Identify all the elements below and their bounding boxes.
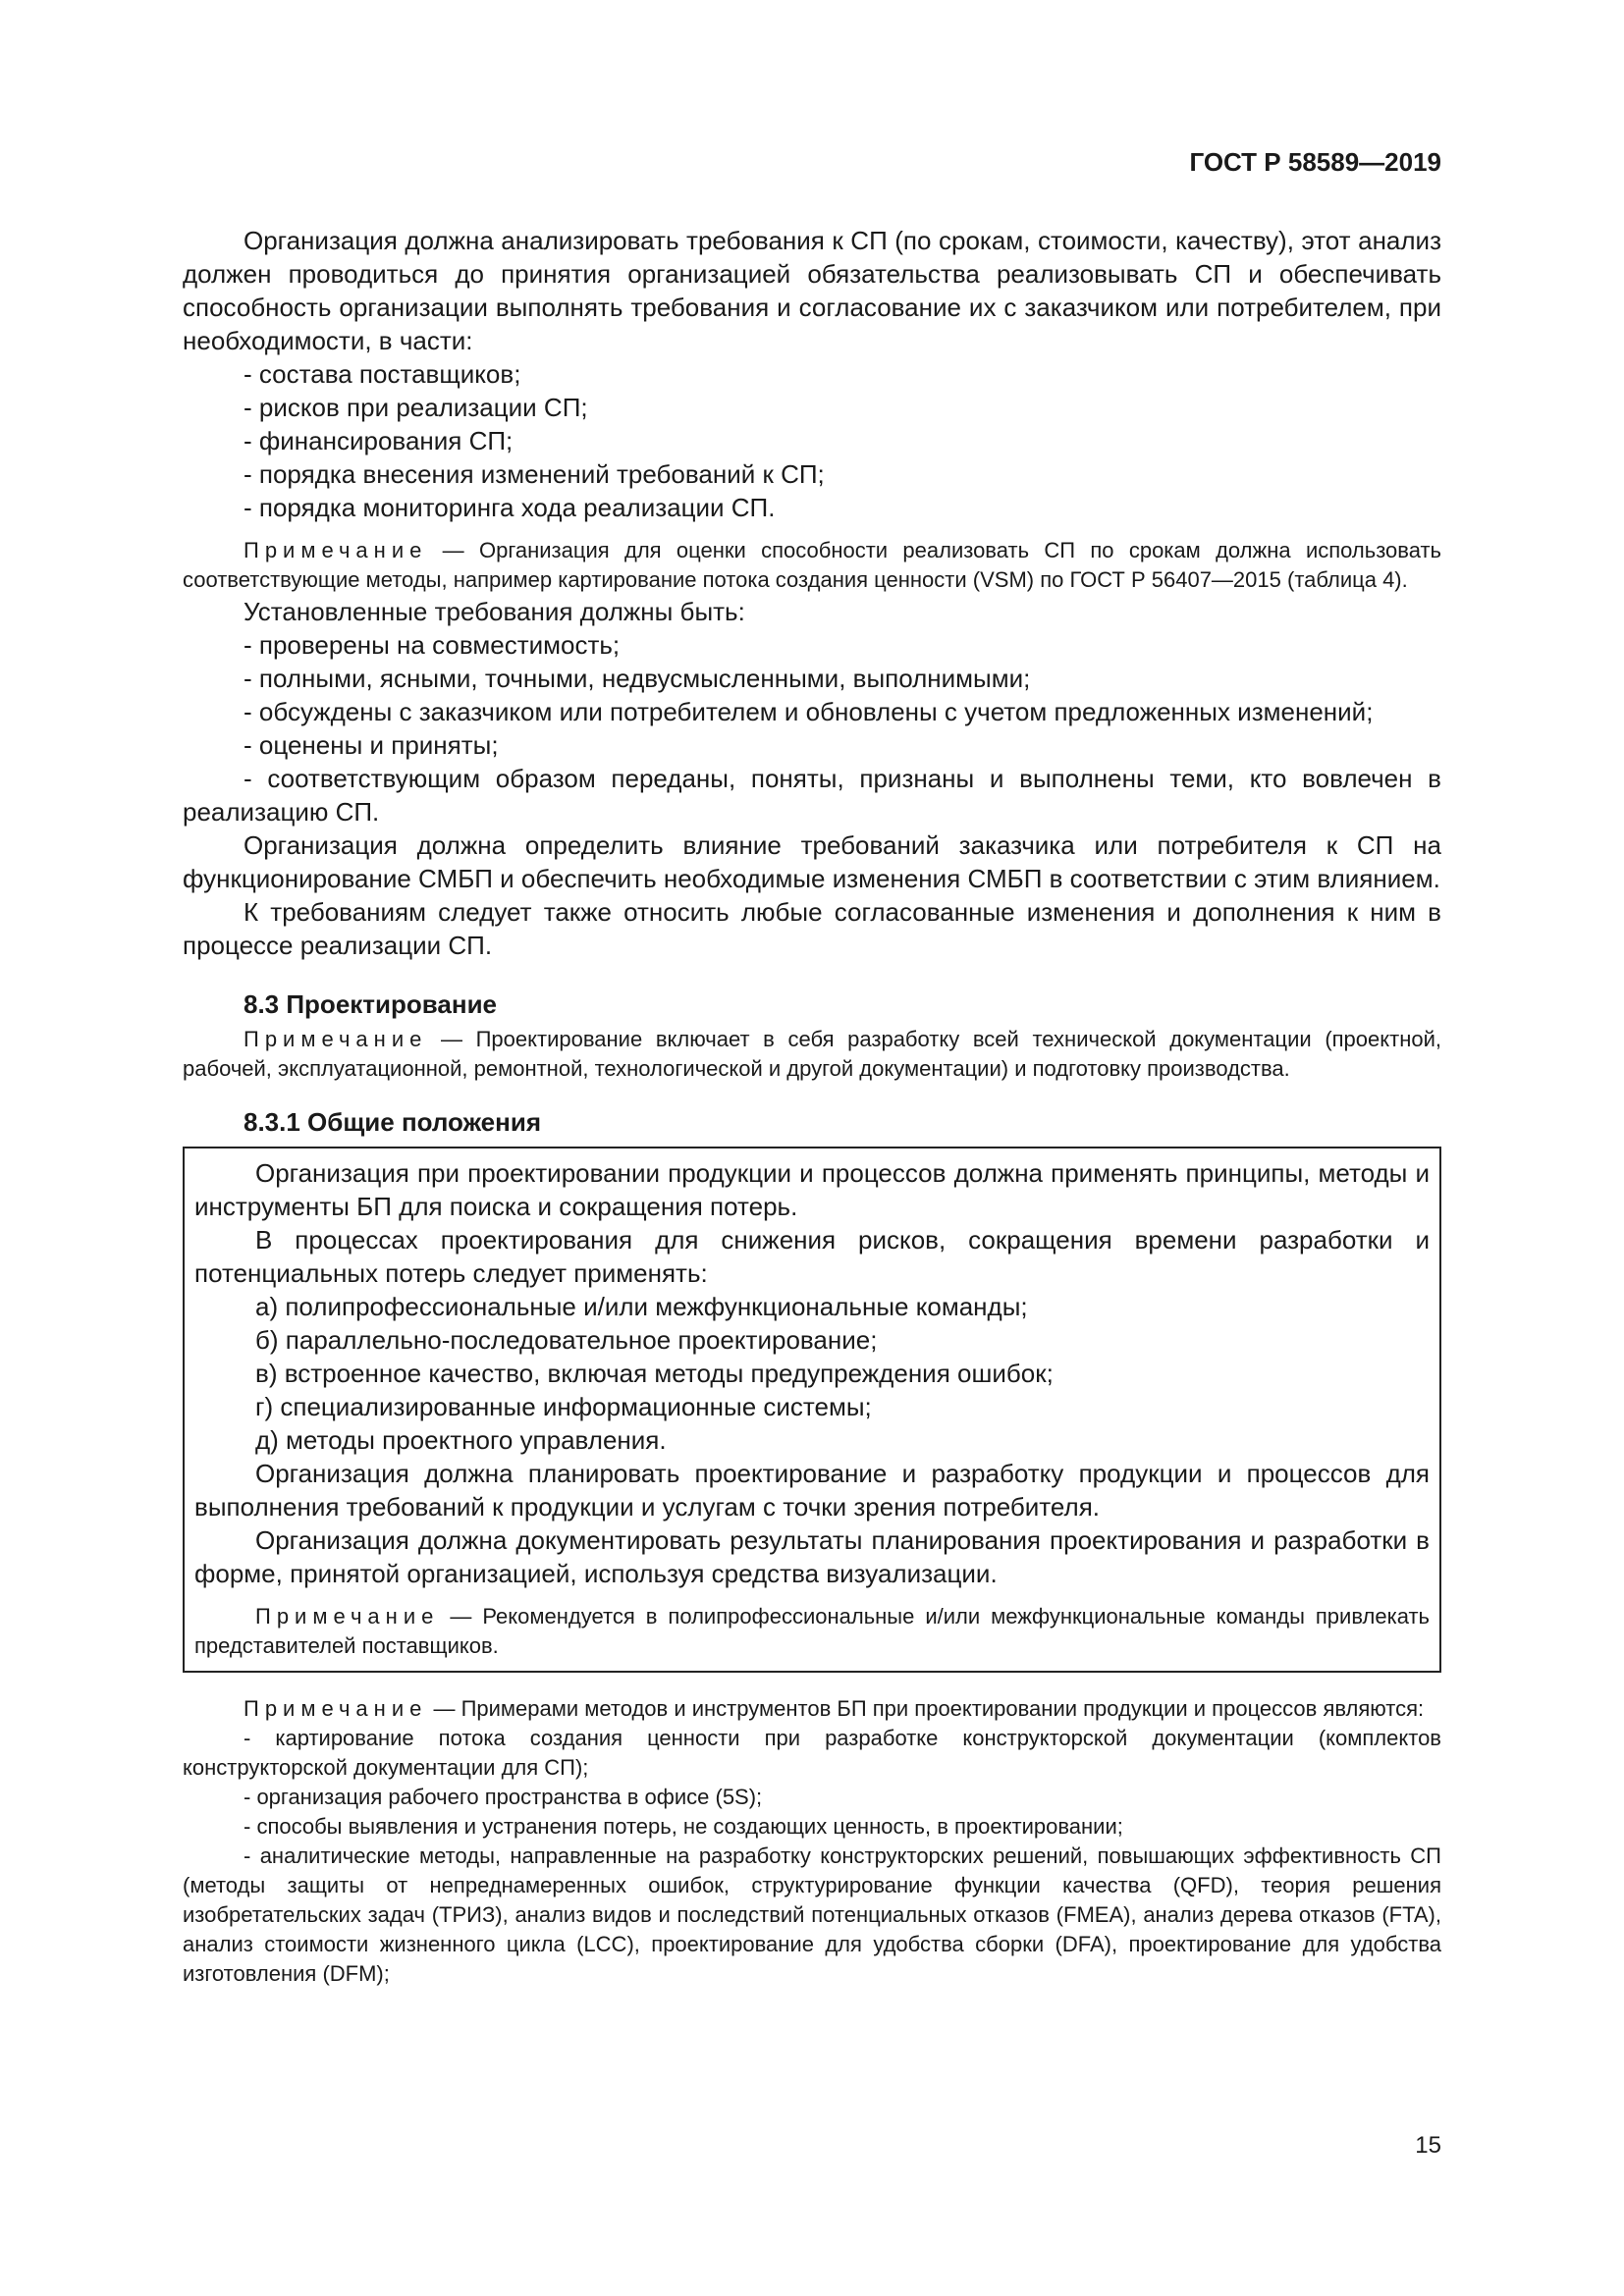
list-item: г) специализированные информационные системы; — [255, 1392, 872, 1421]
list-item: а) полипрофессиональные и/или межфункциональные команды; — [255, 1292, 1028, 1321]
note-label: Примечание — [244, 538, 428, 562]
note-label: Примечание — [244, 1027, 428, 1051]
note — [183, 536, 1441, 595]
body-paragraph: Организация должна определить влияние требований заказчика или потребителя к СП на функционирование СМБП и обеспечить необходимые изменения СМБП в соответствии с этим влиянием. — [183, 830, 1441, 893]
list-item: - аналитические методы, направленные на разработку конструкторских решений, повышающих эффективность СП (методы защиты от непреднамеренных ошибок, структурирование функции качества (QFD), теория решения изобретательских задач (ТРИЗ), анализ видов и последствий потенциальных отказов (FMEA), анализ дерева отказов (FTA), анализ стоимости жизненного цикла (LCC), проектирование для удобства сборки (DFA), проектирование для удобства изготовления (DFM); — [183, 1843, 1441, 1986]
body-paragraph: К требованиям следует также относить любые согласованные изменения и дополнения к ним в процессе реализации СП. — [183, 897, 1441, 960]
note — [194, 1602, 1430, 1661]
list-item: - полными, ясными, точными, недвусмысленными, выполнимыми; — [244, 664, 1031, 693]
list-item: - состава поставщиков; — [244, 359, 521, 389]
document-code: ГОСТ Р 58589—2019 — [1189, 147, 1441, 177]
note — [183, 1694, 1441, 1724]
list-item: - способы выявления и устранения потерь, не создающих ценность, в проектировании; — [244, 1814, 1123, 1839]
body-paragraph: Организация при проектировании продукции и процессов должна применять принципы, методы и инструменты БП для поиска и сокращения потерь. — [194, 1158, 1430, 1221]
note-label: Примечание — [255, 1604, 440, 1629]
note-text: — Рекомендуется в полипрофессиональные и/или межфункциональные команды привлекать представителей поставщиков. — [194, 1604, 1430, 1658]
section-heading: 8.3 Проектирование — [244, 989, 498, 1019]
list-item: - обсуждены с заказчиком или потребителем и обновлены с учетом предложенных изменений; — [244, 697, 1374, 726]
list-item: в) встроенное качество, включая методы предупреждения ошибок; — [255, 1359, 1054, 1388]
page-number: 15 — [1415, 2132, 1441, 2159]
framed-requirements-box — [183, 1147, 1441, 1673]
body-paragraph: В процессах проектирования для снижения рисков, сокращения времени разработки и потенциальных потерь следует применять: — [194, 1225, 1430, 1288]
list-item: - картирование потока создания ценности при разработке конструкторской документации (комплектов конструкторской документации для СП); — [183, 1726, 1441, 1780]
note-label: Примечание — [244, 1696, 428, 1721]
note-text: — Примерами методов и инструментов БП при проектировании продукции и процессов являются: — [427, 1696, 1425, 1721]
requirements-list — [183, 357, 1441, 524]
list-item: д) методы проектного управления. — [255, 1425, 667, 1455]
body-paragraph: Организация должна планировать проектирование и разработку продукции и процессов для выполнения требований к продукции и услугам с точки зрения потребителя. — [194, 1459, 1430, 1522]
subsection-heading: 8.3.1 Общие положения — [244, 1107, 541, 1137]
note-text: — Проектирование включает в себя разработку всей технической документации (проектной, рабочей, эксплуатационной, ремонтной, технологической и другой документации) и подготовку производства. — [183, 1027, 1441, 1081]
list-item: - порядка мониторинга хода реализации СП. — [244, 493, 776, 522]
note-text: — Организация для оценки способности реализовать СП по срокам должна использовать соответствующие методы, например картирование потока создания ценности (VSM) по ГОСТ Р 56407—2015 (таблица 4). — [183, 538, 1441, 592]
body-paragraph: Организация должна анализировать требования к СП (по срокам, стоимости, качеству), этот анализ должен проводиться до принятия организацией обязательства реализовывать СП и обеспечивать способность организации выполнять требования и согласование их с заказчиком или потребителем, при необходимости, в части: — [183, 226, 1441, 355]
list-item: - финансирования СП; — [244, 426, 514, 455]
list-item: - соответствующим образом переданы, поняты, признаны и выполнены теми, кто вовлечен в реализацию СП. — [183, 764, 1441, 827]
note — [183, 1025, 1441, 1084]
page-content — [183, 224, 1441, 1989]
body-paragraph: Установленные требования должны быть: — [244, 597, 745, 626]
list-item: - оценены и приняты; — [244, 730, 499, 760]
list-item: б) параллельно-последовательное проектирование; — [255, 1325, 878, 1355]
examples-list — [183, 1724, 1441, 1989]
list-item: - порядка внесения изменений требований к СП; — [244, 459, 825, 489]
list-item: - организация рабочего пространства в офисе (5S); — [244, 1785, 763, 1809]
list-item: - рисков при реализации СП; — [244, 393, 588, 422]
methods-list — [194, 1290, 1430, 1457]
body-paragraph: Организация должна документировать результаты планирования проектирования и разработки в форме, принятой организацией, используя средства визуализации. — [194, 1525, 1430, 1588]
list-item: - проверены на совместимость; — [244, 630, 621, 660]
requirements-list — [183, 628, 1441, 828]
